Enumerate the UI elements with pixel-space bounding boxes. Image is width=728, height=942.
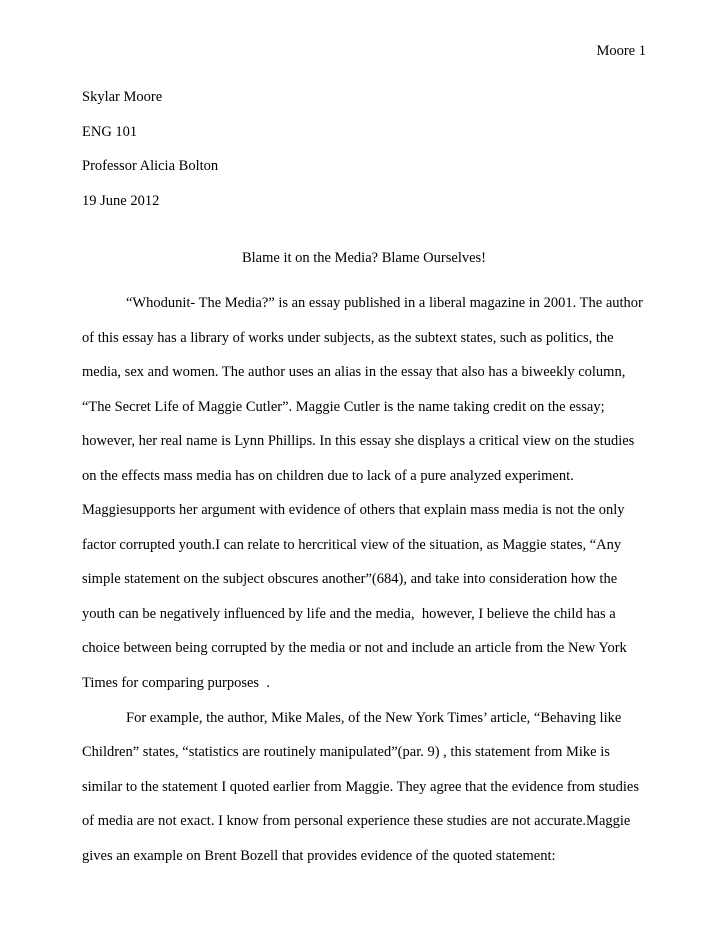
- body-line: Children” states, “statistics are routinely manipulated”(par. 9) , this statement from Mike is: [82, 744, 610, 761]
- body-line: of this essay has a library of works under subjects, as the subtext states, such as politics, the: [82, 329, 614, 346]
- body-line: choice between being corrupted by the media or not and include an article from the New York: [82, 640, 627, 657]
- body-line: “Whodunit- The Media?” is an essay published in a liberal magazine in 2001. The author: [126, 295, 643, 311]
- body-line: however, her real name is Lynn Phillips. In this essay she displays a critical view on the studies: [82, 433, 635, 450]
- essay-body: [82, 294, 652, 881]
- body-line: “The Secret Life of Maggie Cutler”. Maggie Cutler is the name taking credit on the essay;: [82, 398, 605, 415]
- course-name: ENG 101: [82, 123, 138, 140]
- body-line: For example, the author, Mike Males, of the New York Times’ article, “Behaving like: [126, 709, 622, 726]
- body-line: media, sex and women. The author uses an alias in the essay that also has a biweekly column,: [82, 364, 626, 381]
- paper-date: 19 June 2012: [82, 192, 160, 209]
- body-line: similar to the statement I quoted earlier from Maggie. They agree that the evidence from studies: [82, 778, 639, 795]
- running-head: Moore 1: [596, 43, 646, 59]
- body-line: Maggiesupports her argument with evidence of others that explain mass media is not the only: [82, 502, 625, 519]
- body-line: Times for comparing purposes .: [82, 675, 270, 692]
- body-line: youth can be negatively influenced by life and the media, however, I believe the child has a: [82, 605, 616, 622]
- body-line: of media are not exact. I know from personal experience these studies are not accurate.Maggie: [82, 813, 631, 830]
- body-line: gives an example on Brent Bozell that provides evidence of the quoted statement:: [82, 847, 556, 864]
- student-name: Skylar Moore: [82, 89, 163, 105]
- essay-title: Blame it on the Media? Blame Ourselves!: [241, 250, 486, 266]
- body-line: simple statement on the subject obscures another”(684), and take into consideration how the: [82, 571, 618, 588]
- mla-heading: [82, 88, 652, 226]
- body-line: on the effects mass media has on children due to lack of a pure analyzed experiment.: [82, 467, 574, 484]
- body-line: factor corrupted youth.I can relate to hercritical view of the situation, as Maggie states, “Any: [82, 536, 622, 553]
- professor-name: Professor Alicia Bolton: [82, 158, 219, 174]
